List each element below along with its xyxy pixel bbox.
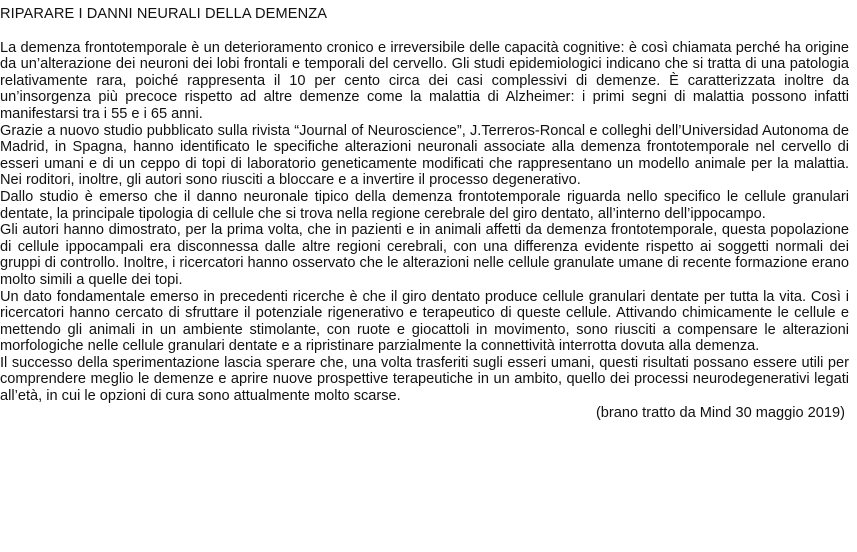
paragraph-2: Grazie a nuovo studio pubblicato sulla rivista “Journal of Neuroscience”, J.Terreros-Roncal e colleghi dell’Universidad Autonoma de Madrid, in Spagna, hanno identificato le specifiche alterazioni neuronali associate alla demenza frontotemporale nel cervello di esseri umani e di un ceppo di topi di laboratorio geneticamente modificati che rappresentano un modello animale per la malattia. Nei roditori, inoltre, gli autori sono riusciti a bloccare e a invertire il processo degenerativo. (0, 122, 849, 189)
paragraph-5: Un dato fondamentale emerso in precedenti ricerche è che il giro dentato produce cellule granulari dentate per tutta la vita. Così i ricercatori hanno cercato di sfruttare il potenziale rigenerativo e terapeutico di queste cellule. Attivando chimicamente le cellule e mettendo gli animali in un ambiente stimolante, con ruote e giocattoli in movimento, sono riusciti a compensare le alterazioni morfologiche nelle cellule granulari dentate e a ripristinare parzialmente la connettività interrotta dovuta alla demenza. (0, 288, 849, 355)
paragraph-6: Il successo della sperimentazione lascia sperare che, una volta trasferiti sugli esseri umani, questi risultati possano essere utili per comprendere meglio le demenze e aprire nuove prospettive terapeutiche in un ambito, quello dei processi neurodegenerativi legati all’età, in cui le opzioni di cura sono attualmente molto scarse. (0, 354, 849, 405)
paragraph-1: La demenza frontotemporale è un deterioramento cronico e irreversibile delle capacità cognitive: è così chiamata perché ha origine da un’alterazione dei neuroni dei lobi frontali e temporali del cervello. Gli studi epidemiologici indicano che si tratta di una patologia relativamente rara, poiché rappresenta il 10 per cento circa dei casi complessivi di demenze. È caratterizzata inoltre da un’insorgenza più precoce rispetto ad altre demenze come la malattia di Alzheimer: i primi segni di malattia possono infatti manifestarsi tra i 55 e i 65 anni. (0, 39, 849, 122)
document-body (0, 40, 849, 405)
document-title: RIPARARE I DANNI NEURALI DELLA DEMENZA (0, 6, 328, 22)
source-citation: (brano tratto da Mind 30 maggio 2019) (595, 404, 845, 421)
paragraph-4: Gli autori hanno dimostrato, per la prima volta, che in pazienti e in animali affetti da demenza frontotemporale, questa popolazione di cellule ippocampali era disconnessa dalle altre regioni cerebrali, con una differenza evidente rispetto ai soggetti normali dei gruppi di controllo. Inoltre, i ricercatori hanno osservato che le alterazioni nelle cellule granulate umane di recente formazione erano molto simili a quelle dei topi. (0, 222, 849, 288)
paragraph-3: Dallo studio è emerso che il danno neuronale tipico della demenza frontotemporale riguarda nello specifico le cellule granulari dentate, la principale tipologia di cellule che si trova nella regione cerebrale del giro dentato, all’interno dell’ippocampo. (0, 188, 849, 222)
